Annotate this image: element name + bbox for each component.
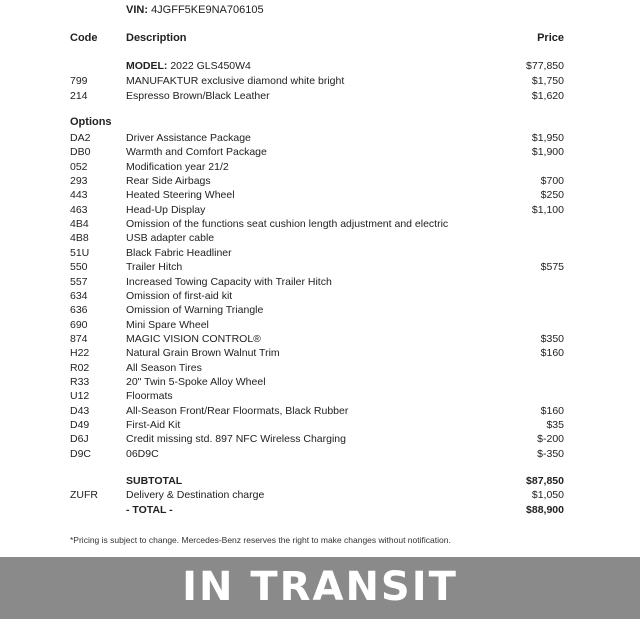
option-price: $1,100 bbox=[531, 203, 564, 216]
option-description: Trailer Hitch bbox=[126, 261, 183, 274]
vin-value: 4JGFF5KE9NA706105 bbox=[151, 4, 264, 16]
option-price: $575 bbox=[540, 261, 564, 274]
option-code: R02 bbox=[70, 361, 90, 374]
option-row bbox=[0, 203, 640, 217]
option-description: Omission of Warning Triangle bbox=[126, 304, 264, 317]
option-description: Natural Grain Brown Walnut Trim bbox=[126, 347, 280, 360]
delivery-code: ZUFR bbox=[70, 489, 98, 501]
subtotal-row bbox=[0, 474, 640, 488]
option-row bbox=[0, 303, 640, 317]
status-banner bbox=[0, 557, 640, 619]
base-item-price: $1,620 bbox=[531, 89, 564, 102]
option-row bbox=[0, 217, 640, 231]
option-row bbox=[0, 231, 640, 245]
model-label: MODEL: bbox=[126, 60, 168, 72]
total-row bbox=[0, 503, 640, 517]
option-code: 51U bbox=[70, 246, 90, 259]
option-code: 874 bbox=[70, 332, 88, 345]
option-row bbox=[0, 260, 640, 274]
option-price: $-200 bbox=[537, 433, 564, 446]
delivery-price: $1,050 bbox=[531, 489, 564, 501]
option-price: $350 bbox=[540, 332, 564, 345]
option-price: $160 bbox=[540, 347, 564, 360]
description-header: Description bbox=[126, 32, 187, 44]
base-item-price: $1,750 bbox=[531, 75, 564, 87]
option-row bbox=[0, 275, 640, 289]
base-item-description: Espresso Brown/Black Leather bbox=[126, 89, 270, 102]
option-description: Omission of first-aid kit bbox=[126, 289, 233, 302]
price-header: Price bbox=[537, 32, 564, 44]
option-description: Modification year 21/2 bbox=[126, 160, 229, 173]
option-code: 4B8 bbox=[70, 232, 89, 245]
option-description: Floormats bbox=[126, 390, 173, 403]
option-row bbox=[0, 145, 640, 159]
option-code: 690 bbox=[70, 318, 88, 331]
option-price: $1,900 bbox=[531, 146, 564, 159]
option-code: U12 bbox=[70, 390, 90, 403]
base-item-code: 214 bbox=[70, 89, 88, 102]
base-item-code: 799 bbox=[70, 75, 88, 87]
option-row bbox=[0, 447, 640, 461]
option-description: Omission of the functions seat cushion length adjustment and electric bbox=[126, 218, 449, 231]
option-code: DB0 bbox=[70, 146, 91, 159]
vin-line bbox=[126, 4, 264, 16]
option-row bbox=[0, 188, 640, 202]
delivery-desc: Delivery & Destination charge bbox=[126, 489, 265, 501]
base-item-row bbox=[0, 74, 640, 88]
option-description: Driver Assistance Package bbox=[126, 132, 251, 144]
model-row bbox=[0, 59, 640, 73]
option-price: $1,950 bbox=[531, 132, 564, 144]
option-price: $160 bbox=[540, 404, 564, 417]
option-code: H22 bbox=[70, 347, 90, 360]
delivery-row bbox=[0, 488, 640, 502]
base-item-description: MANUFAKTUR exclusive diamond white bright bbox=[126, 75, 345, 87]
base-item-row bbox=[0, 89, 640, 103]
option-code: D49 bbox=[70, 419, 90, 431]
option-code: 463 bbox=[70, 203, 88, 216]
option-price: $35 bbox=[546, 419, 564, 431]
option-description: 20" Twin 5-Spoke Alloy Wheel bbox=[126, 375, 266, 388]
subtotal-price: $87,850 bbox=[526, 475, 564, 487]
option-code: R33 bbox=[70, 375, 90, 388]
option-row bbox=[0, 346, 640, 360]
model-price: $77,850 bbox=[526, 60, 564, 72]
option-code: 557 bbox=[70, 275, 88, 288]
option-description: Mini Spare Wheel bbox=[126, 318, 209, 331]
option-code: 293 bbox=[70, 175, 88, 188]
pricing-note: *Pricing is subject to change. Mercedes-Benz reserves the right to make changes without notification. bbox=[70, 535, 451, 545]
option-description: USB adapter cable bbox=[126, 232, 215, 245]
option-code: 634 bbox=[70, 289, 88, 302]
option-description: First-Aid Kit bbox=[126, 419, 181, 431]
option-description: Increased Towing Capacity with Trailer Hitch bbox=[126, 275, 332, 288]
option-code: 443 bbox=[70, 189, 88, 202]
option-code: D9C bbox=[70, 447, 92, 460]
option-row bbox=[0, 361, 640, 375]
option-description: MAGIC VISION CONTROL® bbox=[126, 332, 261, 345]
option-description: Heated Steering Wheel bbox=[126, 189, 235, 202]
subtotal-label: SUBTOTAL bbox=[126, 475, 183, 487]
option-description: Warmth and Comfort Package bbox=[126, 146, 267, 159]
option-row bbox=[0, 174, 640, 188]
option-description: Head-Up Display bbox=[126, 203, 206, 216]
option-description: All-Season Front/Rear Floormats, Black Rubber bbox=[126, 404, 349, 417]
option-code: D6J bbox=[70, 433, 89, 446]
option-description: Black Fabric Headliner bbox=[126, 246, 232, 259]
option-row bbox=[0, 318, 640, 332]
option-row bbox=[0, 375, 640, 389]
option-row bbox=[0, 160, 640, 174]
option-row bbox=[0, 389, 640, 403]
option-code: 4B4 bbox=[70, 218, 89, 231]
option-code: 636 bbox=[70, 304, 88, 317]
option-row bbox=[0, 131, 640, 145]
option-row bbox=[0, 289, 640, 303]
option-description: Rear Side Airbags bbox=[126, 175, 211, 188]
status-banner-text: IN TRANSIT bbox=[182, 564, 458, 610]
option-price: $700 bbox=[540, 175, 564, 188]
option-code: 550 bbox=[70, 261, 88, 274]
options-heading: Options bbox=[70, 116, 112, 128]
option-code: DA2 bbox=[70, 132, 91, 144]
option-price: $-350 bbox=[537, 447, 564, 460]
option-code: 052 bbox=[70, 160, 88, 173]
option-row bbox=[0, 404, 640, 418]
code-header: Code bbox=[70, 32, 98, 44]
option-price: $250 bbox=[540, 189, 564, 202]
total-price: $88,900 bbox=[526, 504, 564, 516]
option-row bbox=[0, 432, 640, 446]
option-row bbox=[0, 246, 640, 260]
option-description: Credit missing std. 897 NFC Wireless Charging bbox=[126, 433, 346, 446]
model-value: 2022 GLS450W4 bbox=[170, 60, 251, 72]
option-row bbox=[0, 418, 640, 432]
vin-label: VIN: bbox=[126, 4, 148, 16]
option-code: D43 bbox=[70, 404, 90, 417]
option-description: 06D9C bbox=[126, 447, 159, 460]
option-row bbox=[0, 332, 640, 346]
option-description: All Season Tires bbox=[126, 361, 202, 374]
total-label: - TOTAL - bbox=[126, 504, 173, 516]
